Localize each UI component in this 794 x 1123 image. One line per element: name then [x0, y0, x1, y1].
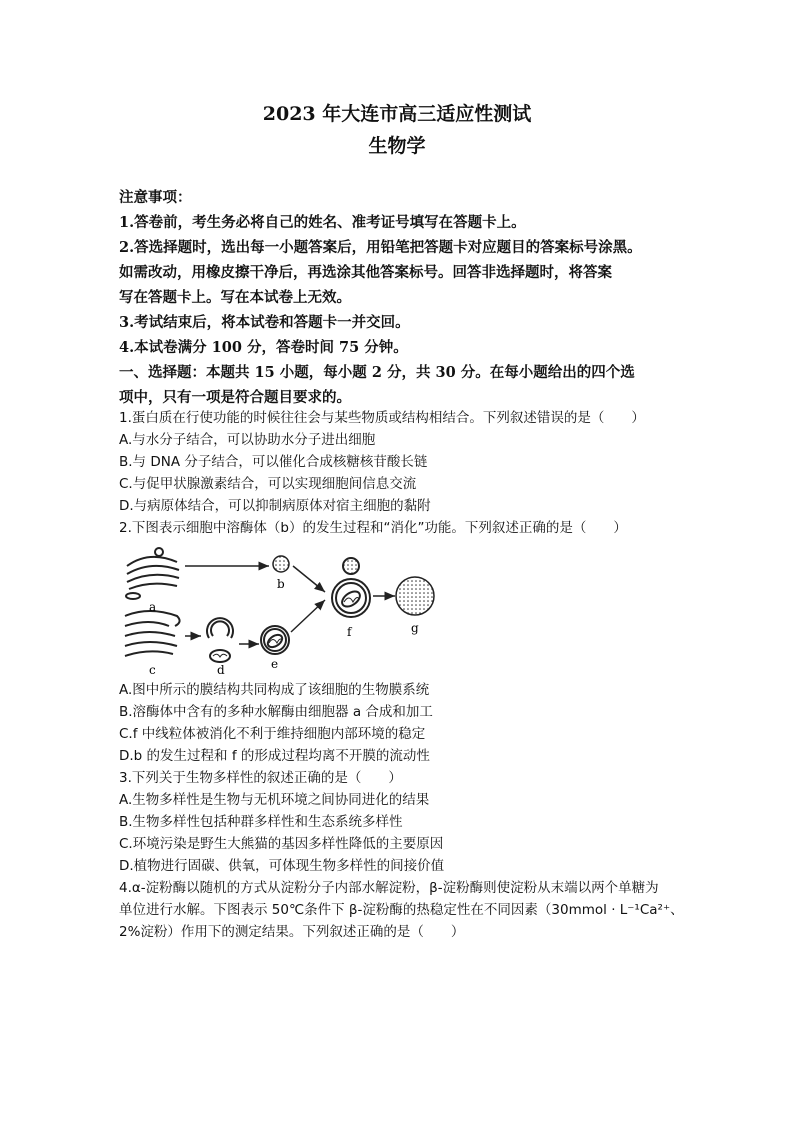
figure-label-f: f	[347, 625, 352, 639]
wrapping-membrane-d	[207, 618, 233, 662]
notes-line: 1.答卷前，考生务必将自己的姓名、准考证号填写在答题卡上。	[119, 214, 526, 231]
question-4-line: 4.α-淀粉酶以随机的方式从淀粉分子内部水解淀粉，β-淀粉酶则使淀粉从末端以两个单糖为	[119, 880, 659, 896]
notes-line: 4.本试卷满分 100 分，答卷时间 75 分钟。	[119, 339, 408, 356]
exam-title: 2023 年大连市高三适应性测试	[262, 103, 532, 125]
option-a: A.生物多样性是生物与无机环境之间协同进化的结果	[119, 792, 430, 808]
option-c: C.f 中线粒体被消化不利于维持细胞内部环境的稳定	[119, 726, 426, 742]
option-a: A.与水分子结合，可以协助水分子进出细胞	[119, 432, 376, 448]
option-d: D.b 的发生过程和 f 的形成过程均离不开膜的流动性	[119, 748, 430, 764]
golgi-apparatus-a	[126, 548, 179, 599]
autophagosome-e	[261, 626, 289, 654]
option-c: C.与促甲状腺激素结合，可以实现细胞间信息交流	[119, 476, 417, 492]
option-d: D.与病原体结合，可以抑制病原体对宿主细胞的黏附	[119, 498, 431, 514]
question-4-line: 单位进行水解。下图表示 50℃条件下 β-淀粉酶的热稳定性在不同因素（30mmol · L⁻¹Ca²⁺、	[119, 902, 684, 918]
notes-line: 写在答题卡上。写在本试卷上无效。	[119, 289, 351, 306]
exam-subject: 生物学	[368, 135, 426, 157]
residual-body-g	[396, 577, 434, 615]
question-stem: 2.下图表示细胞中溶酶体（b）的发生过程和“消化”功能。下列叙述正确的是（ ）	[119, 520, 627, 536]
question-stem: 3.下列关于生物多样性的叙述正确的是（ ）	[119, 770, 402, 786]
option-c: C.环境污染是野生大熊猫的基因多样性降低的主要原因	[119, 836, 444, 852]
notes-heading: 注意事项：	[119, 189, 192, 206]
lysosome-figure	[119, 544, 439, 678]
figure-label-a: a	[149, 600, 157, 614]
question-4-line: 2%淀粉）作用下的测定结果。下列叙述正确的是（ ）	[119, 924, 465, 940]
figure-label-c: c	[149, 663, 156, 677]
exam-notes	[119, 185, 689, 410]
notes-line: 3.考试结束后，将本试卷和答题卡一并交回。	[119, 314, 410, 331]
figure-label-e: e	[271, 657, 279, 671]
figure-label-g: g	[411, 621, 419, 635]
notes-line: 2.答选择题时，选出每一小题答案后，用铅笔把答题卡对应题目的答案标号涂黑。	[119, 239, 642, 256]
option-b: B.生物多样性包括种群多样性和生态系统多样性	[119, 814, 403, 830]
figure-label-b: b	[277, 577, 285, 591]
lysosome-b	[273, 556, 289, 572]
notes-line: 如需改动，用橡皮擦干净后，再选涂其他答案标号。回答非选择题时，将答案	[119, 264, 612, 281]
figure-label-d: d	[217, 663, 225, 677]
question-stem: 1.蛋白质在行使功能的时候往往会与某些物质或结构相结合。下列叙述错误的是（ ）	[119, 410, 645, 426]
section-heading: 一、选择题：本题共 15 小题，每小题 2 分，共 30 分。在每小题给出的四个选	[119, 364, 635, 381]
section-heading: 项中，只有一项是符合题目要求的。	[119, 389, 351, 406]
question-2-options	[119, 679, 699, 943]
option-d: D.植物进行固碳、供氧，可体现生物多样性的间接价值	[119, 858, 445, 874]
endoplasmic-reticulum-c	[125, 611, 180, 656]
autolysosome-f	[332, 558, 370, 617]
option-b: B.与 DNA 分子结合，可以催化合成核糖核苷酸长链	[119, 454, 428, 470]
question-1	[119, 407, 699, 539]
option-b: B.溶酶体中含有的多种水解酶由细胞器 a 合成和加工	[119, 704, 433, 720]
option-a: A.图中所示的膜结构共同构成了该细胞的生物膜系统	[119, 682, 430, 698]
